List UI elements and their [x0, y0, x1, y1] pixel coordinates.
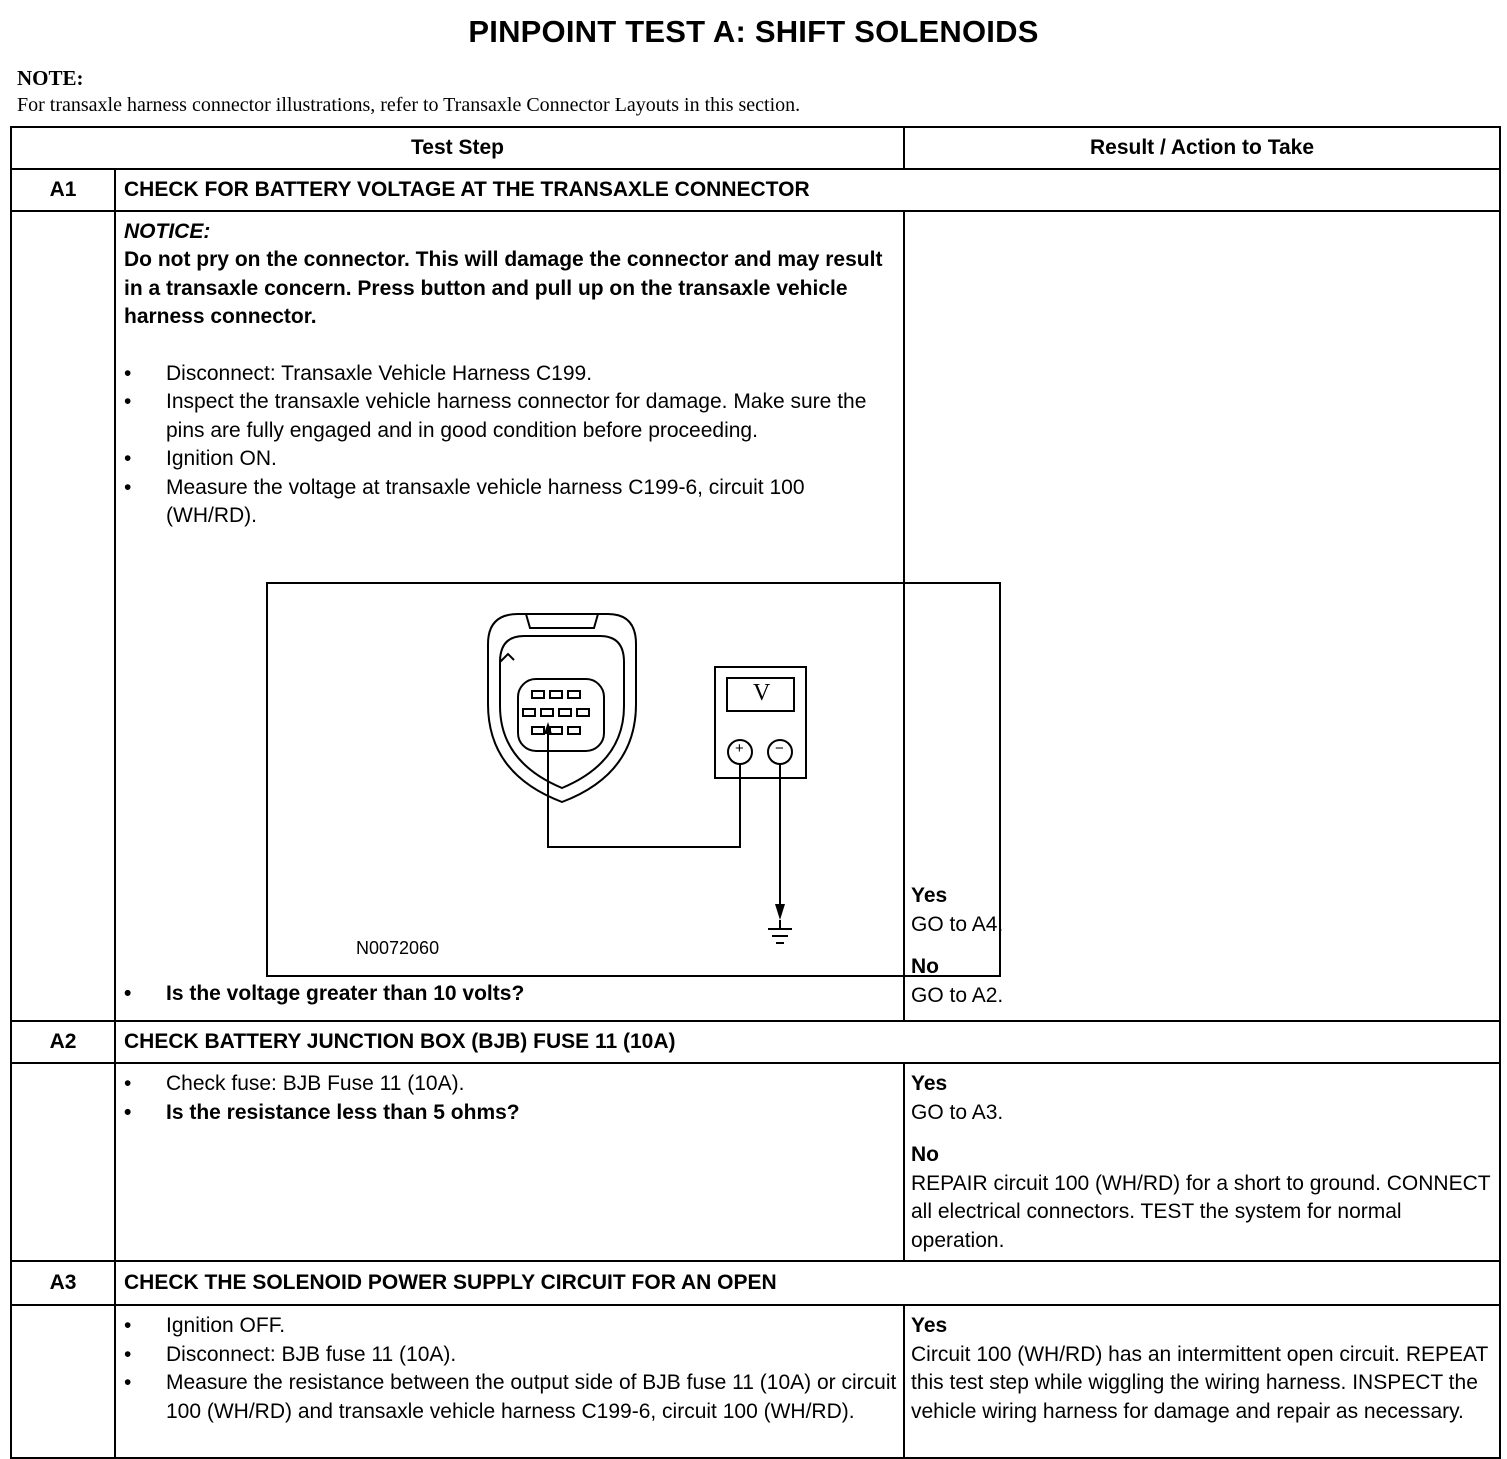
positive-lead	[548, 732, 740, 847]
question-item: • Is the voltage greater than 10 volts?	[116, 980, 903, 1009]
step-a1-id-blank	[11, 211, 115, 1021]
yes-action: GO to A4.	[911, 912, 1004, 936]
step-a2-title-row	[11, 1021, 1500, 1063]
connector-latch	[526, 614, 598, 628]
figure-id: N0072060	[356, 938, 440, 958]
yes-action: Circuit 100 (WH/RD) has an intermittent open circuit. REPEAT this test step while wiggling the wiring harness. INSPECT the vehicle wiring harness for damage and repair as necessary.	[911, 1342, 1488, 1423]
step-a1-instructions	[116, 360, 903, 531]
meter-symbol: V	[753, 680, 771, 706]
step-title-a2: CHECK BATTERY JUNCTION BOX (BJB) FUSE 11 (10A)	[115, 1021, 904, 1063]
step-a1-content-row	[11, 211, 1500, 1021]
step-title-a1-spacer	[904, 169, 1500, 211]
list-item: • Measure the resistance between the output side of BJB fuse 11 (10A) or circuit 100 (WH/RD) and transaxle vehicle harness C199-6, circuit 100 (WH/RD).	[116, 1369, 903, 1426]
step-title-a1: CHECK FOR BATTERY VOLTAGE AT THE TRANSAXLE CONNECTOR	[115, 169, 904, 211]
step-a3-instructions	[116, 1312, 903, 1426]
notice-label: NOTICE:	[124, 220, 211, 243]
yes-label: Yes	[911, 1314, 948, 1337]
header-result-action: Result / Action to Take	[904, 127, 1500, 169]
note-text: For transaxle harness connector illustrations, refer to Transaxle Connector Layouts in this section.	[17, 94, 801, 116]
step-a1-test-cell	[115, 211, 904, 1021]
step-a2-test-cell	[115, 1063, 904, 1261]
ground-arrow	[775, 904, 785, 920]
step-a1-result-cell	[904, 211, 1500, 1021]
step-a2-instructions	[116, 1070, 903, 1127]
step-a2-id-blank	[11, 1063, 115, 1261]
question-item: • Is the resistance less than 5 ohms?	[116, 1099, 903, 1128]
step-title-a3-spacer	[904, 1261, 1500, 1305]
figure-drawing	[268, 584, 999, 975]
page-title: PINPOINT TEST A: SHIFT SOLENOIDS	[468, 14, 1039, 49]
step-a3-content-row	[11, 1305, 1500, 1458]
yes-label: Yes	[911, 1072, 948, 1095]
step-a1-title-row	[11, 169, 1500, 211]
no-label: No	[911, 955, 939, 978]
step-a3-title-row	[11, 1261, 1500, 1305]
step-a3-result-cell	[904, 1305, 1500, 1458]
step-a2-content-row	[11, 1063, 1500, 1261]
voltmeter-connector-figure	[266, 582, 1004, 977]
plus-symbol: +	[735, 740, 744, 757]
list-item: • Ignition OFF.	[116, 1312, 903, 1341]
step-a2-result-cell	[904, 1063, 1500, 1261]
step-title-a2-spacer	[904, 1021, 1500, 1063]
step-id-a2: A2	[11, 1021, 115, 1063]
pinpoint-test-table	[10, 126, 1501, 1459]
list-item: • Disconnect: BJB fuse 11 (10A).	[116, 1341, 903, 1370]
note-label: NOTE:	[17, 66, 84, 90]
no-label: No	[911, 1143, 939, 1166]
list-item: • Measure the voltage at transaxle vehicle harness C199-6, circuit 100 (WH/RD).	[116, 474, 903, 531]
step-id-a1: A1	[11, 169, 115, 211]
no-action: GO to A2.	[911, 983, 1004, 1007]
yes-action: GO to A3.	[911, 1100, 1004, 1124]
step-a1-question	[116, 980, 903, 1009]
list-item: • Inspect the transaxle vehicle harness connector for damage. Make sure the pins are fully engaged and in good condition before proceeding.	[116, 388, 903, 445]
table-header-row	[11, 127, 1500, 169]
no-action: REPAIR circuit 100 (WH/RD) for a short to ground. CONNECT all electrical connectors. TEST the system for normal operation.	[911, 1171, 1491, 1252]
yes-label: Yes	[911, 884, 948, 907]
list-item: • Disconnect: Transaxle Vehicle Harness C199.	[116, 360, 903, 389]
step-a3-id-blank	[11, 1305, 115, 1458]
minus-symbol: −	[775, 740, 784, 757]
header-test-step: Test Step	[11, 127, 904, 169]
step-id-a3: A3	[11, 1261, 115, 1305]
list-item: • Check fuse: BJB Fuse 11 (10A).	[116, 1070, 903, 1099]
list-item: • Ignition ON.	[116, 445, 903, 474]
step-a3-test-cell	[115, 1305, 904, 1458]
step-title-a3: CHECK THE SOLENOID POWER SUPPLY CIRCUIT FOR AN OPEN	[115, 1261, 904, 1305]
notice-text: Do not pry on the connector. This will damage the connector and may result in a transaxle concern. Press button and pull up on the transaxle vehicle harness connector.	[124, 248, 883, 328]
